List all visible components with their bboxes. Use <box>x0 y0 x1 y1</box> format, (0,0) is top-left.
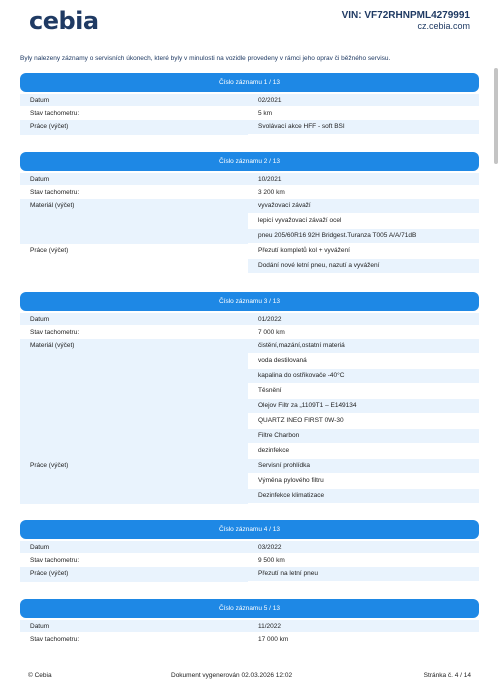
label-datum: Datum <box>20 313 248 325</box>
prace-item: Dodání nové letní pneu, nazutí a vyvážení <box>248 259 479 274</box>
group-prace <box>20 120 479 135</box>
label-prace: Práce (výčet) <box>20 459 248 504</box>
label-prace: Práce (výčet) <box>20 244 248 274</box>
record-header: Číslo záznamu 2 / 13 <box>20 152 479 171</box>
group-prace <box>20 459 479 504</box>
row-tacho <box>20 185 479 199</box>
page-footer <box>0 668 500 687</box>
cebia-logo: cebia <box>29 7 99 35</box>
value-tacho: 5 km <box>258 109 273 117</box>
record-header: Číslo záznamu 5 / 13 <box>20 599 479 618</box>
row-datum <box>20 94 479 106</box>
group-material <box>20 199 479 244</box>
service-record <box>20 73 479 135</box>
prace-item: Přezutí na letní pneu <box>248 567 479 582</box>
row-tacho <box>20 106 479 120</box>
value-datum: 10/2021 <box>248 173 479 185</box>
material-item: Těsnění <box>248 384 479 399</box>
service-record <box>20 292 479 504</box>
label-tacho: Stav tachometru: <box>30 328 80 336</box>
record-header: Číslo záznamu 4 / 13 <box>20 520 479 539</box>
material-item: pneu 205/60R16 92H Bridgest.Turanza T005 A/A/71dB <box>248 229 479 244</box>
label-tacho: Stav tachometru: <box>30 635 80 643</box>
site-link[interactable]: cz.cebia.com <box>417 21 470 31</box>
label-material: Materiál (výčet) <box>20 339 248 459</box>
material-item: lepicí vyvažovací závaží ocel <box>248 214 479 229</box>
row-datum <box>20 313 479 325</box>
row-tacho <box>20 632 479 646</box>
value-datum: 11/2022 <box>248 620 479 632</box>
material-item: kapalina do ostřikovače -40°C <box>248 369 479 384</box>
material-item: čistění,mazání,ostatní materiá <box>248 339 479 354</box>
footer-generated: Dokument vygenerován 02.03.2026 12:02 <box>171 672 293 679</box>
prace-item: Dezinfekce klimatizace <box>248 489 479 504</box>
prace-item: Přezutí kompletů kol + vyvážení <box>248 244 479 259</box>
prace-item: Výměna pylového filtru <box>248 474 479 489</box>
material-item: Olejov Filtr za „1109T1 – E149134 <box>248 399 479 414</box>
label-tacho: Stav tachometru: <box>30 556 80 564</box>
material-item: dezinfekce <box>248 444 479 459</box>
value-datum: 02/2021 <box>248 94 479 106</box>
label-datum: Datum <box>20 94 248 106</box>
service-record <box>20 599 479 646</box>
group-prace <box>20 244 479 274</box>
material-item: Filtre Charbon <box>248 429 479 444</box>
row-tacho <box>20 553 479 567</box>
value-datum: 01/2022 <box>248 313 479 325</box>
value-tacho: 17 000 km <box>258 635 289 643</box>
label-prace: Práce (výčet) <box>20 567 248 582</box>
intro-text: Byly nalezeny záznamy o servisních úkonech, které byly v minulosti na vozidle provedeny v rámci jeho oprav či běžného servisu. <box>20 55 391 62</box>
label-tacho: Stav tachometru: <box>30 109 80 117</box>
group-material <box>20 339 479 459</box>
row-datum <box>20 173 479 185</box>
row-datum <box>20 541 479 553</box>
row-datum <box>20 620 479 632</box>
record-header: Číslo záznamu 3 / 13 <box>20 292 479 311</box>
value-datum: 03/2022 <box>248 541 479 553</box>
label-datum: Datum <box>20 620 248 632</box>
material-item: vyvažovací závaží <box>248 199 479 214</box>
value-tacho: 7 000 km <box>258 328 285 336</box>
label-material: Materiál (výčet) <box>20 199 248 244</box>
material-item: QUARTZ INEO FIRST 0W-30 <box>248 414 479 429</box>
material-item: voda destilovaná <box>248 354 479 369</box>
label-datum: Datum <box>20 541 248 553</box>
group-prace <box>20 567 479 582</box>
prace-item: Servisní prohlídka <box>248 459 479 474</box>
prace-item: Svolávací akce HFF - soft BSI <box>248 120 479 135</box>
page-header <box>0 0 500 50</box>
label-tacho: Stav tachometru: <box>30 188 80 196</box>
service-record <box>20 152 479 274</box>
record-header: Číslo záznamu 1 / 13 <box>20 73 479 92</box>
label-datum: Datum <box>20 173 248 185</box>
footer-page-number: Stránka č. 4 / 14 <box>423 672 471 679</box>
label-prace: Práce (výčet) <box>20 120 248 135</box>
row-tacho <box>20 325 479 339</box>
value-tacho: 3 200 km <box>258 188 285 196</box>
value-tacho: 9 500 km <box>258 556 285 564</box>
footer-copyright: © Cebia <box>28 672 52 679</box>
vin-number: VIN: VF72RHNPML4279991 <box>341 10 470 21</box>
scrollbar-thumb[interactable] <box>494 68 498 164</box>
service-record <box>20 520 479 582</box>
